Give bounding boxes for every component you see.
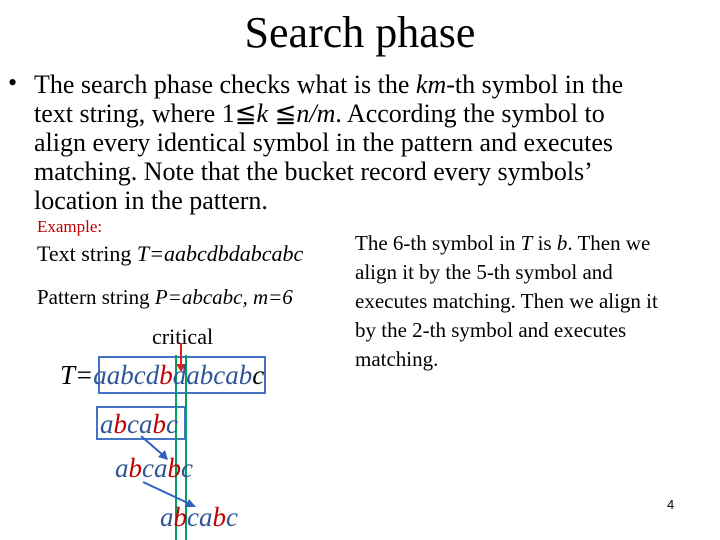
- pattern-char-b: b: [113, 409, 127, 439]
- bullet-line: location in the pattern.: [34, 186, 268, 215]
- text-end: c: [252, 360, 265, 390]
- pattern-alignment-row: [160, 502, 238, 533]
- text-prefix: T=: [60, 360, 94, 390]
- italic-term: T: [520, 231, 533, 255]
- bullet-line: matching. Note that the bucket record every symbols’: [34, 157, 593, 186]
- pattern-char-b: b: [167, 453, 181, 483]
- pattern-char: ca: [187, 502, 213, 532]
- text-string-label: Text string: [37, 241, 137, 266]
- m-value: =6: [268, 285, 293, 309]
- explanation-line: by the 2-th symbol and executes: [355, 318, 627, 342]
- pattern-string-label: Pattern string: [37, 285, 155, 309]
- text-string-var: T: [136, 241, 150, 266]
- italic-term: n/m: [296, 99, 336, 128]
- pattern-char: a: [115, 453, 129, 483]
- bullet-line: align every identical symbol in the pattern and executes: [34, 128, 614, 157]
- pattern-char-b: b: [173, 502, 187, 532]
- italic-term: km: [415, 70, 447, 99]
- pattern-var: P: [154, 285, 168, 309]
- text-after-critical: dabcab: [172, 360, 253, 390]
- explanation-line: align it by the 5-th symbol and: [355, 260, 613, 284]
- pattern-char: ca: [127, 409, 153, 439]
- pattern-alignment-row: [100, 409, 178, 440]
- text-string-value: =aabcdbdabcabc: [149, 241, 304, 266]
- text-before-critical: aabcd: [93, 360, 160, 390]
- pattern-char: a: [100, 409, 114, 439]
- page-number: 4: [667, 497, 675, 512]
- critical-symbol: b: [159, 360, 173, 390]
- explanation-line: matching.: [355, 347, 439, 371]
- pattern-value: =abcabc,: [167, 285, 253, 309]
- italic-term: b: [556, 231, 568, 255]
- pattern-char-b: b: [152, 409, 166, 439]
- pattern-char: c: [180, 453, 193, 483]
- text-string-row: [60, 360, 264, 391]
- pattern-char: a: [160, 502, 174, 532]
- m-var: m: [252, 285, 269, 309]
- bullet-marker: •: [8, 68, 18, 97]
- pattern-char-b: b: [212, 502, 226, 532]
- pattern-char: c: [165, 409, 178, 439]
- shift-arrow-2: [143, 482, 190, 504]
- italic-term: k: [256, 99, 269, 128]
- pattern-char: ca: [142, 453, 168, 483]
- example-label: Example:: [37, 217, 103, 236]
- slide-title: Search phase: [244, 8, 476, 57]
- pattern-alignment-row: [115, 453, 193, 484]
- explanation-line: The 6-th symbol in T is b. Then we: [355, 231, 651, 255]
- pattern-char: c: [225, 502, 238, 532]
- pattern-char-b: b: [128, 453, 142, 483]
- bullet-line: text string, where 1≦k ≦n/m. According the symbol to: [34, 99, 605, 128]
- bullet-line: The search phase checks what is the km-th symbol in the: [34, 70, 624, 99]
- critical-label: critical: [152, 324, 214, 349]
- explanation-line: executes matching. Then we align it: [355, 289, 658, 313]
